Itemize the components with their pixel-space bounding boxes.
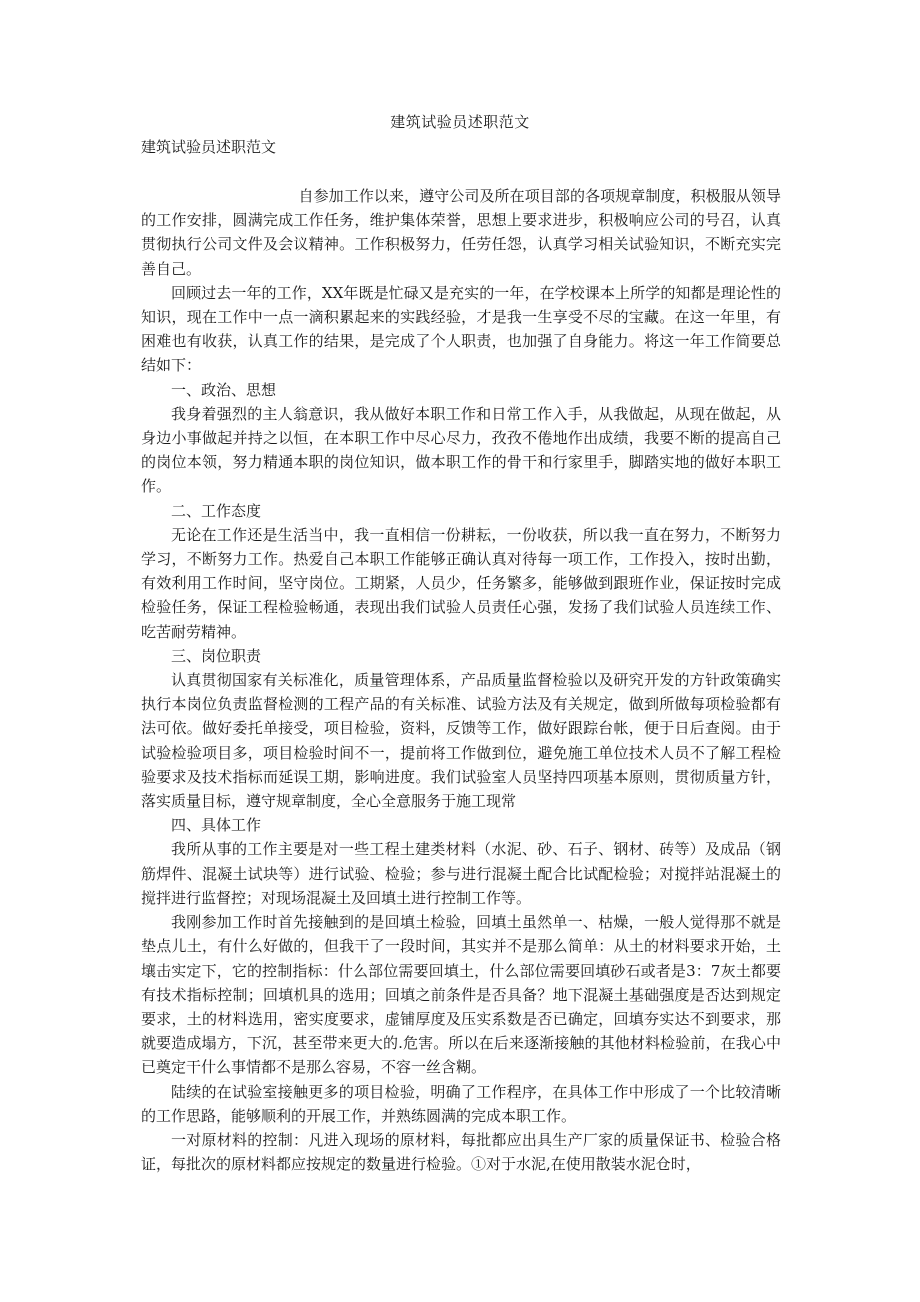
- document-title: 建筑试验员述职范文: [390, 113, 530, 131]
- document-body: [141, 184, 781, 1176]
- section-heading-duties: 三、岗位职责: [171, 646, 262, 665]
- section-heading-politics: 一、政治、思想: [171, 380, 277, 399]
- paragraph-duties: 认真贯彻国家有关标准化，质量管理体系，产品质量监督检验以及研究开发的方针政策确实执行本岗位负责监督检测的工程产品的有关标准、试验方法及有关规定，做到所做每项检验都有法可依。做好委托单接受，项目检验，资料，反馈等工作，做好跟踪台帐，便于日后查阅。由于试验检验项目多，项目检验时间不一，提前将工作做到位，避免施工单位技术人员不了解工程检验要求及技术指标而延误工期，影响进度。我们试验室人员坚持四项基本原则，贯彻质量方针，落实质量目标，遵守规章制度，全心全意服务于施工现常: [141, 671, 781, 811]
- paragraph-specific-work: 我所从事的工作主要是对一些工程土建类材料（水泥、砂、石子、钢材、砖等）及成品（钢筋焊件、混凝土试块等）进行试验、检验；参与进行混凝土配合比试配检验；对搅拌站混凝土的搅拌进行监督控；对现场混凝土及回填土进行控制工作等。: [141, 840, 781, 907]
- section-heading-attitude: 二、工作态度: [171, 501, 262, 520]
- paragraph-lab-work: 陆续的在试验室接触更多的项目检验，明确了工作程序，在具体工作中形成了一个比较清晰的工作思路，能够顺利的开展工作，并熟练圆满的完成本职工作。: [141, 1082, 781, 1125]
- document-subtitle: 建筑试验员述职范文: [141, 138, 277, 156]
- paragraph-politics: 我身着强烈的主人翁意识，我从做好本职工作和日常工作入手，从我做起，从现在做起，从身边小事做起并持之以恒，在本职工作中尽心尽力，孜孜不倦地作出成绩，我要不断的提高自己的岗位本领，努力精通本职的岗位知识，做本职工作的骨干和行家里手，脚踏实地的做好本职工作。: [141, 404, 781, 496]
- paragraph-intro: 自参加工作以来，遵守公司及所在项目部的各项规章制度，积极服从领导的工作安排，圆满完成工作任务，维护集体荣誉，思想上要求进步，积极响应公司的号召，认真贯彻执行公司文件及会议精神。工作积极努力，任劳任怨，认真学习相关试验知识，不断充实完善自己。: [141, 187, 781, 278]
- paragraph-attitude: 无论在工作还是生活当中，我一直相信一份耕耘，一份收获，所以我一直在努力，不断努力学习，不断努力工作。热爱自己本职工作能够正确认真对待每一项工作，工作投入，按时出勤，有效利用工作时间，坚守岗位。工期紧，人员少，任务繁多，能够做到跟班作业，保证按时完成检验任务，保证工程检验畅通，表现出我们试验人员责任心强，发扬了我们试验人员连续工作、吃苦耐劳精神。: [141, 525, 781, 641]
- paragraph-backfill: 我刚参加工作时首先接触到的是回填土检验，回填土虽然单一、枯燥，一般人觉得那不就是垫点儿土，有什么好做的，但我干了一段时间，其实并不是那么简单：从土的材料要求开始，土壤击实定下，它的控制指标：什么部位需要回填土，什么部位需要回填砂石或者是3：7灰土都要有技术指标控制；回填机具的选用；回填之前条件是否具备？地下混凝土基础强度是否达到规定要求，土的材料选用，密实度要求，虚铺厚度及压实系数是否已确定，回填夯实达不到要求，那就要造成塌方，下沉，甚至带来更大的.危害。所以在后来逐渐接触的其他材料检验前，在我心中已奠定干什么事情都不是那么容易，不容一丝含糊。: [141, 913, 781, 1077]
- section-heading-specific-work: 四、具体工作: [171, 816, 262, 835]
- paragraph-raw-materials: 一对原材料的控制：凡进入现场的原材料，每批都应出具生产厂家的质量保证书、检验合格证，每批次的原材料都应按规定的数量进行检验。①对于水泥,在使用散装水泥仓时，: [141, 1130, 781, 1174]
- paragraph-review: 回顾过去一年的工作，XX年既是忙碌又是充实的一年，在学校课本上所学的知都是理论性的知识，现在工作中一点一滴积累起来的实践经验，才是我一生享受不尽的宝藏。在这一年里，有困难也有收获，认真工作的结果，是完成了个人职责，也加强了自身能力。将这一年工作简要总结如下：: [141, 283, 781, 375]
